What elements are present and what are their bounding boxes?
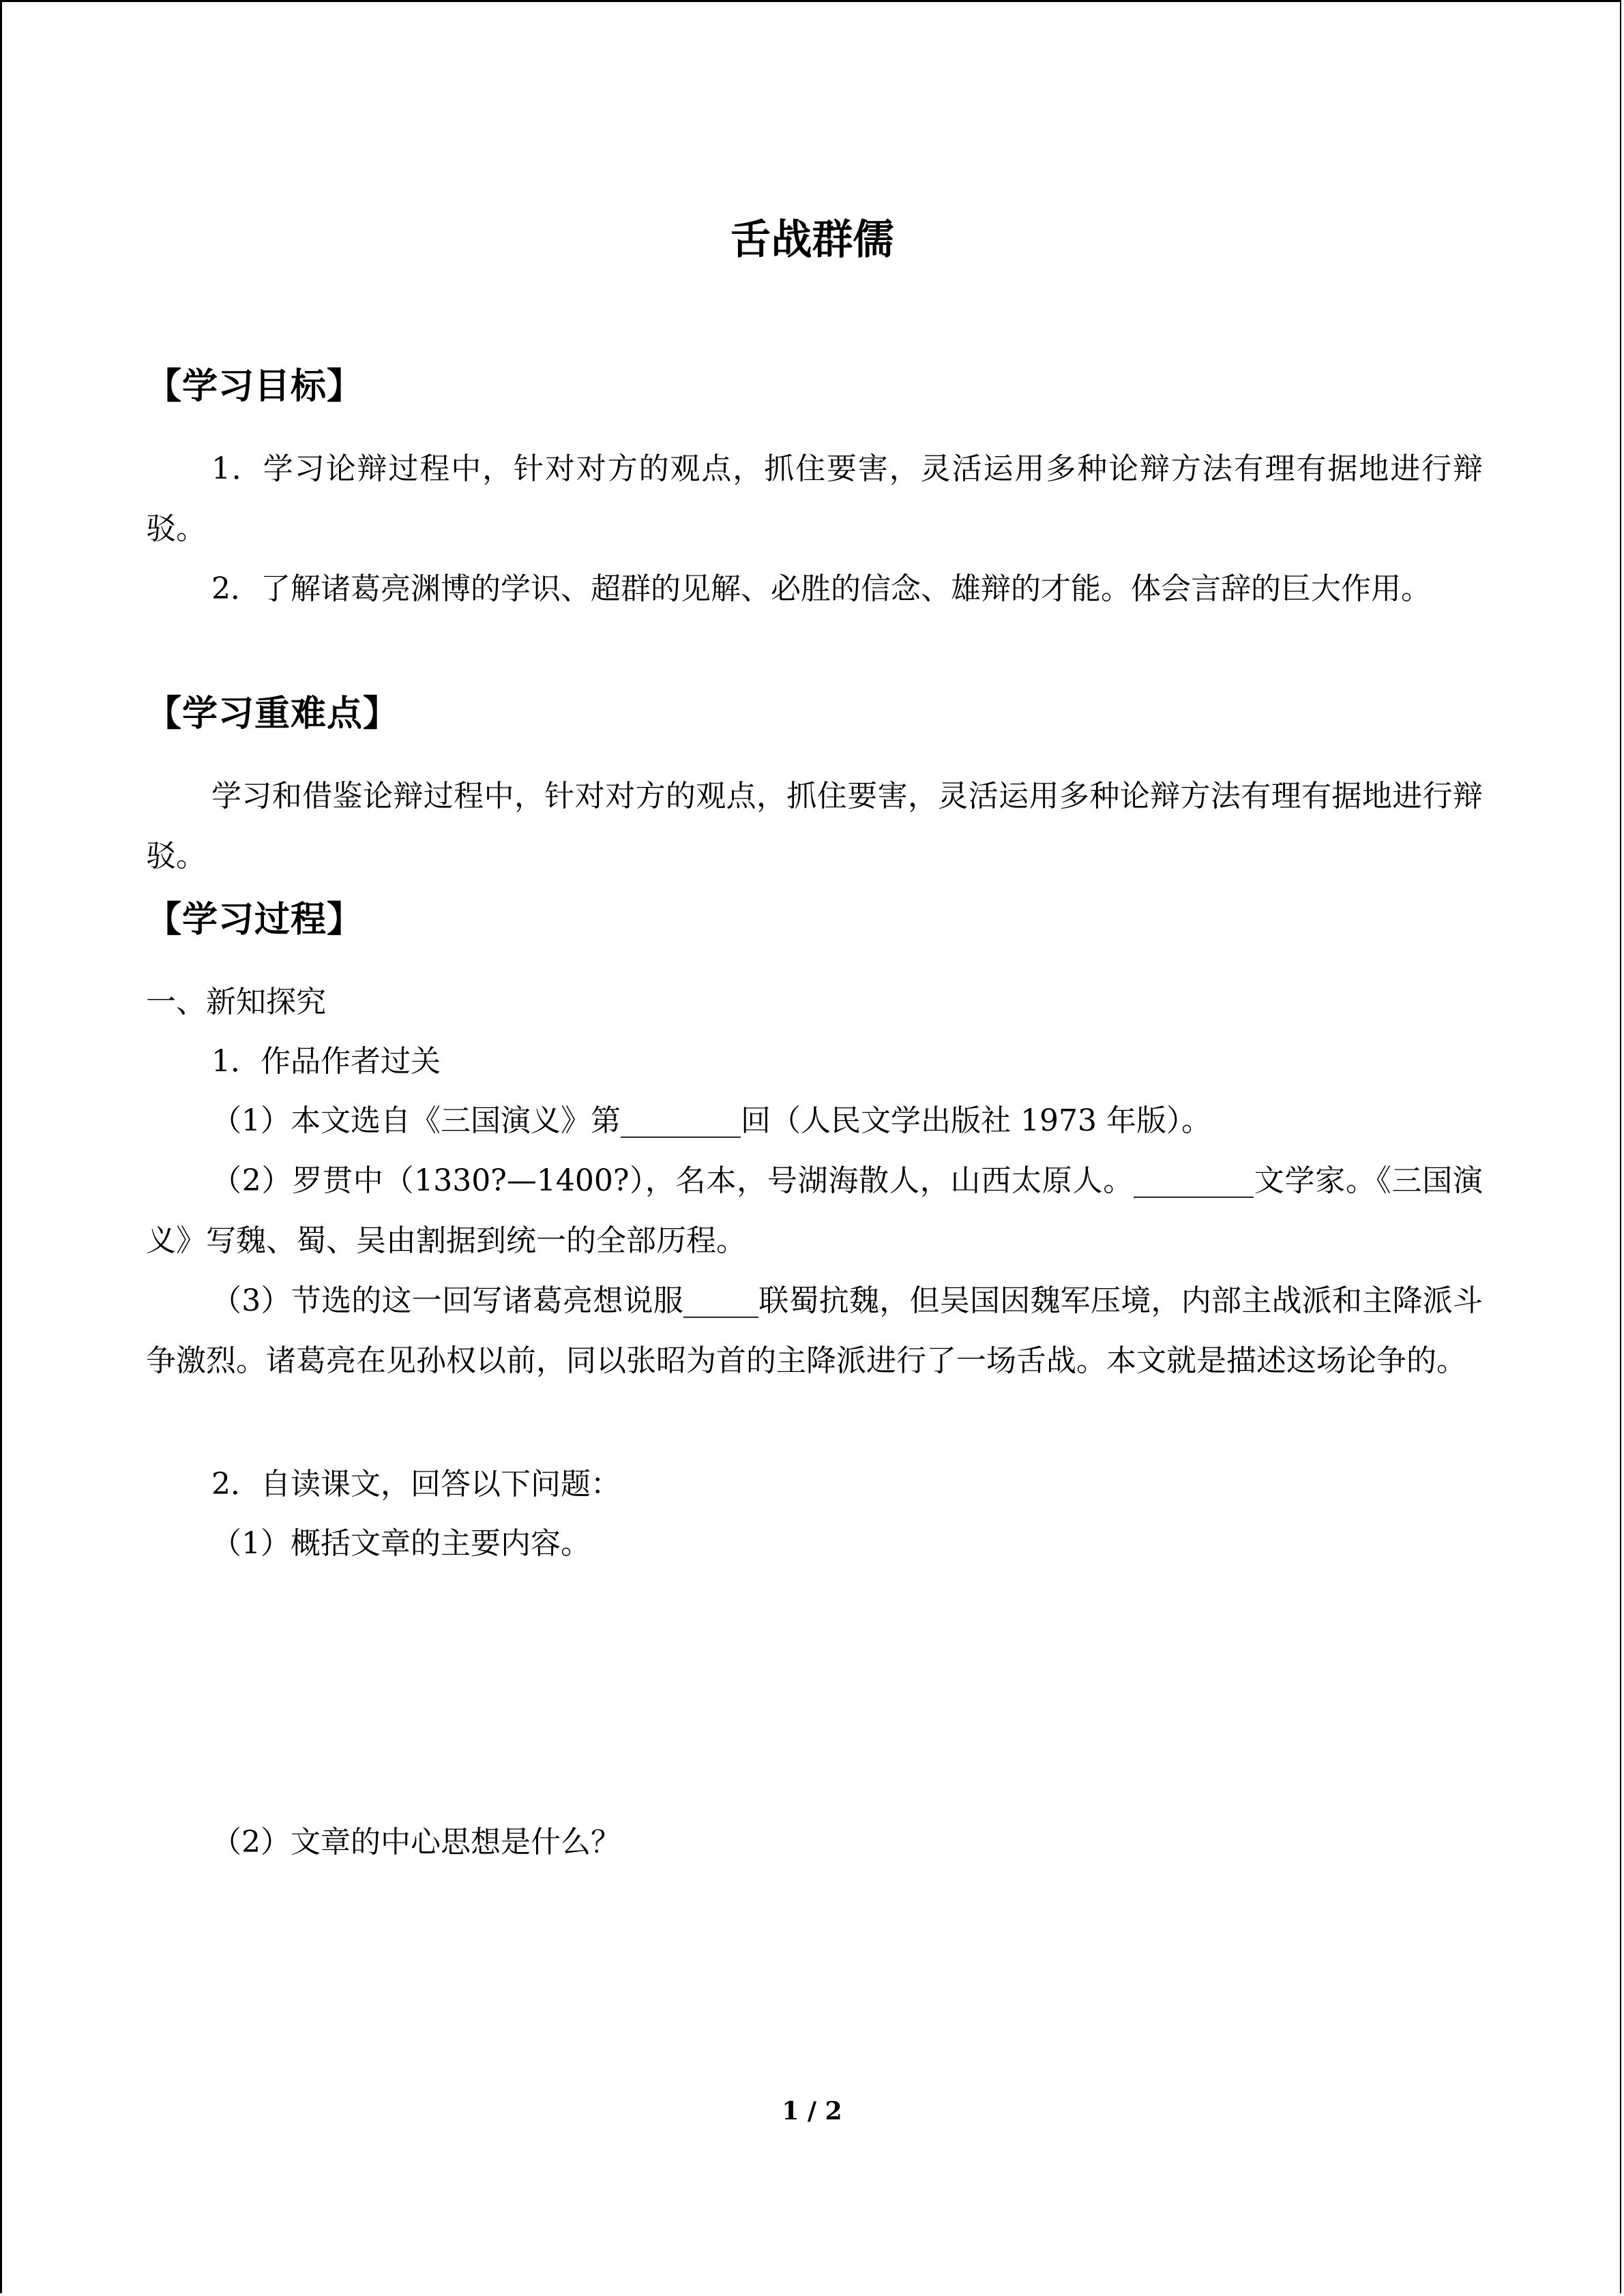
page-title: 舌战群儒 (730, 216, 894, 264)
q1-item-2: （2）罗贯中（1330?—1400?），名本，号湖海散人，山西太原人。________文学家。《三国演义》写魏、蜀、吴由割据到统一的全部历程。 (146, 1163, 1483, 1258)
page-number: 1 / 2 (782, 2097, 842, 2126)
q1-item-1: （1）本文选自《三国演义》第________回（人民文学出版社 1973 年版）。 (211, 1103, 1211, 1138)
goal-item-1: 1．学习论辩过程中，针对对方的观点，抓住要害，灵活运用多种论辩方法有理有据地进行辩驳。 (146, 451, 1483, 546)
section-heading-goals: 【学习目标】 (146, 366, 364, 407)
key-points-text: 学习和借鉴论辩过程中，针对对方的观点，抓住要害，灵活运用多种论辩方法有理有据地进行辩驳。 (146, 779, 1483, 874)
q2-title: 2．自读课文，回答以下问题： (211, 1467, 621, 1502)
q2-item-1: （1）概括文章的主要内容。 (211, 1526, 591, 1561)
q1-item-3: （3）节选的这一回写诸葛亮想说服_____联蜀抗魏，但吴国因魏军压境，内部主战派和主降派斗争激烈。诸葛亮在见孙权以前，同以张昭为首的主降派进行了一场舌战。本文就是描述这场论争的。 (146, 1283, 1483, 1378)
section-heading-process: 【学习过程】 (146, 899, 364, 940)
q1-title: 1．作品作者过关 (211, 1044, 441, 1079)
goal-item-2: 2．了解诸葛亮渊博的学识、超群的见解、必胜的信念、雄辩的才能。体会言辞的巨大作用。 (211, 571, 1431, 606)
part1-title: 一、新知探究 (146, 985, 326, 1019)
section-heading-key-points: 【学习重难点】 (146, 694, 400, 734)
q2-item-2: （2）文章的中心思想是什么？ (211, 1825, 621, 1860)
